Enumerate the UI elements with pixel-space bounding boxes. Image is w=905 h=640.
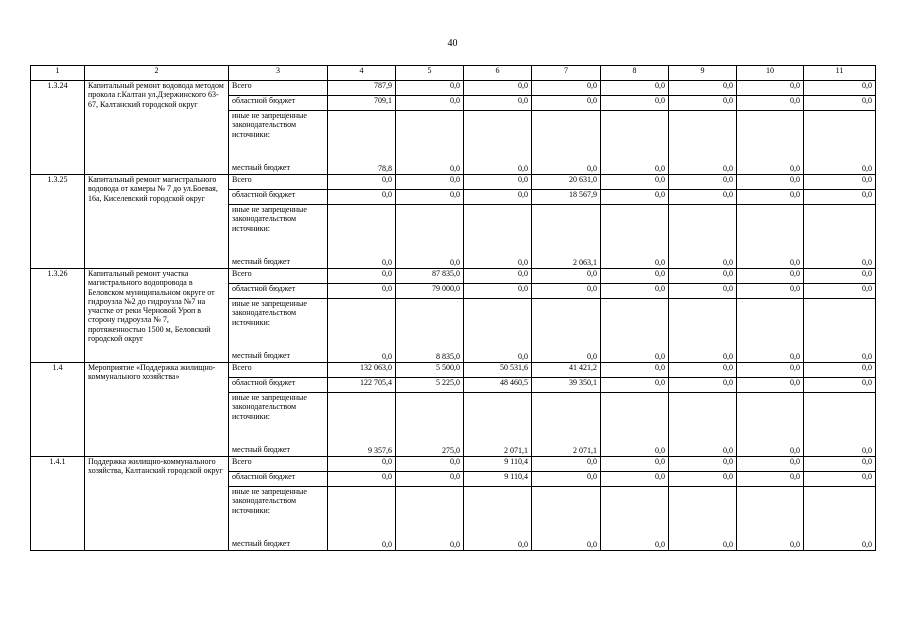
funding-source-label: иные не запрещенные законодательством источники: bbox=[232, 205, 307, 233]
value-cell: 0,0 bbox=[328, 269, 396, 284]
value-cell: 0,0 bbox=[737, 472, 804, 487]
table-row bbox=[31, 269, 876, 284]
value-cell: 0,0 bbox=[464, 269, 532, 284]
value-cell: 0,0 bbox=[532, 96, 601, 111]
value-cell: 0,0 bbox=[669, 393, 737, 457]
value-cell: 0,0 bbox=[737, 457, 804, 472]
value-cell: 0,0 bbox=[669, 299, 737, 363]
value-cell: 122 705,4 bbox=[328, 378, 396, 393]
funding-source: областной бюджет bbox=[229, 96, 328, 111]
funding-source-label: иные не запрещенные законодательством источники: bbox=[232, 299, 307, 327]
value-cell: 0,0 bbox=[601, 487, 669, 551]
value-cell: 0,0 bbox=[669, 472, 737, 487]
value-cell: 0,0 bbox=[669, 96, 737, 111]
value-cell: 787,9 bbox=[328, 81, 396, 96]
value-cell: 0,0 bbox=[737, 284, 804, 299]
value-cell: 18 567,9 bbox=[532, 190, 601, 205]
value-cell: 0,0 bbox=[804, 472, 876, 487]
value-cell: 0,0 bbox=[737, 269, 804, 284]
funding-source: Всего bbox=[229, 457, 328, 472]
item-code: 1.4 bbox=[31, 363, 85, 457]
page-number: 40 bbox=[447, 38, 458, 49]
value-cell: 0,0 bbox=[328, 457, 396, 472]
value-cell: 0,0 bbox=[669, 81, 737, 96]
value-cell: 0,0 bbox=[396, 457, 464, 472]
value-cell: 709,1 bbox=[328, 96, 396, 111]
value-cell: 0,0 bbox=[669, 205, 737, 269]
value-cell: 0,0 bbox=[601, 205, 669, 269]
header-cell: 1 bbox=[31, 66, 85, 81]
header-cell: 11 bbox=[804, 66, 876, 81]
value-cell: 0,0 bbox=[601, 190, 669, 205]
header-row bbox=[31, 66, 876, 81]
funding-source: Всего bbox=[229, 269, 328, 284]
funding-source-label: иные не запрещенные законодательством источники: bbox=[232, 393, 307, 421]
value-cell: 0,0 bbox=[737, 205, 804, 269]
value-cell: 0,0 bbox=[601, 378, 669, 393]
value-cell: 0,0 bbox=[328, 205, 396, 269]
value-cell: 87 835,0 bbox=[396, 269, 464, 284]
value-cell: 0,0 bbox=[737, 190, 804, 205]
value-cell: 0,0 bbox=[669, 378, 737, 393]
funding-source: Всего bbox=[229, 81, 328, 96]
value-cell: 0,0 bbox=[396, 487, 464, 551]
header-cell: 5 bbox=[396, 66, 464, 81]
value-cell: 0,0 bbox=[328, 175, 396, 190]
value-cell: 0,0 bbox=[737, 96, 804, 111]
funding-source bbox=[229, 299, 328, 363]
header-cell: 4 bbox=[328, 66, 396, 81]
budget-table bbox=[30, 65, 876, 551]
value-cell: 0,0 bbox=[601, 393, 669, 457]
value-cell: 0,0 bbox=[396, 81, 464, 96]
value-cell: 0,0 bbox=[464, 299, 532, 363]
value-cell: 79 000,0 bbox=[396, 284, 464, 299]
item-code: 1.4.1 bbox=[31, 457, 85, 551]
value-cell: 0,0 bbox=[601, 299, 669, 363]
funding-source: областной бюджет bbox=[229, 284, 328, 299]
value-cell: 0,0 bbox=[464, 205, 532, 269]
value-cell: 0,0 bbox=[804, 205, 876, 269]
value-cell: 0,0 bbox=[601, 457, 669, 472]
item-code: 1.3.26 bbox=[31, 269, 85, 363]
value-cell: 0,0 bbox=[328, 472, 396, 487]
value-cell: 0,0 bbox=[669, 190, 737, 205]
value-cell: 0,0 bbox=[804, 363, 876, 378]
funding-source bbox=[229, 393, 328, 457]
value-cell: 0,0 bbox=[396, 175, 464, 190]
value-cell: 0,0 bbox=[601, 284, 669, 299]
value-cell: 0,0 bbox=[737, 299, 804, 363]
table-row bbox=[31, 175, 876, 190]
funding-source-sublabel: местный бюджет bbox=[232, 162, 290, 172]
value-cell: 0,0 bbox=[804, 190, 876, 205]
value-cell: 0,0 bbox=[804, 299, 876, 363]
header-cell: 6 bbox=[464, 66, 532, 81]
value-cell: 0,0 bbox=[396, 205, 464, 269]
item-code: 1.3.25 bbox=[31, 175, 85, 269]
value-cell: 0,0 bbox=[464, 111, 532, 175]
value-cell: 0,0 bbox=[396, 472, 464, 487]
value-cell: 0,0 bbox=[532, 81, 601, 96]
value-cell: 0,0 bbox=[737, 81, 804, 96]
table-row bbox=[31, 457, 876, 472]
header-cell: 9 bbox=[669, 66, 737, 81]
value-cell: 0,0 bbox=[737, 175, 804, 190]
funding-source-sublabel: местный бюджет bbox=[232, 538, 290, 548]
value-cell: 0,0 bbox=[328, 190, 396, 205]
table-body bbox=[31, 81, 876, 551]
funding-source-label: иные не запрещенные законодательством источники: bbox=[232, 111, 307, 139]
item-name: Капитальный ремонт водовода методом прокола г.Калтан ул.Дзержинского 63-67, Калтанский городской округ bbox=[85, 81, 229, 175]
value-cell: 0,0 bbox=[804, 378, 876, 393]
value-cell: 0,0 bbox=[669, 487, 737, 551]
value-cell: 0,0 bbox=[464, 96, 532, 111]
value-cell: 0,0 bbox=[737, 487, 804, 551]
header-cell: 8 bbox=[601, 66, 669, 81]
header-cell: 2 bbox=[85, 66, 229, 81]
value-cell: 0,0 bbox=[464, 487, 532, 551]
value-cell: 0,0 bbox=[601, 472, 669, 487]
value-cell: 0,0 bbox=[464, 284, 532, 299]
value-cell: 0,0 bbox=[601, 111, 669, 175]
funding-source bbox=[229, 487, 328, 551]
value-cell: 132 063,0 bbox=[328, 363, 396, 378]
funding-source: Всего bbox=[229, 363, 328, 378]
value-cell: 0,0 bbox=[737, 111, 804, 175]
value-cell: 0,0 bbox=[804, 269, 876, 284]
value-cell: 275,0 bbox=[396, 393, 464, 457]
value-cell: 20 631,0 bbox=[532, 175, 601, 190]
funding-source-sublabel: местный бюджет bbox=[232, 256, 290, 266]
value-cell: 0,0 bbox=[532, 457, 601, 472]
value-cell: 5 225,0 bbox=[396, 378, 464, 393]
value-cell: 0,0 bbox=[532, 284, 601, 299]
funding-source: областной бюджет bbox=[229, 472, 328, 487]
item-name: Капитальный ремонт участка магистрального водопровода в Беловском муниципальном округе от гидроузла №2 до гидроузла №7 на участке от реки Черновой Уроп в сторону гидроузла № 7, протяженностью 1500 м, Беловский городской округ bbox=[85, 269, 229, 363]
value-cell: 0,0 bbox=[328, 299, 396, 363]
table-row bbox=[31, 363, 876, 378]
value-cell: 0,0 bbox=[669, 269, 737, 284]
value-cell: 78,8 bbox=[328, 111, 396, 175]
header-cell: 3 bbox=[229, 66, 328, 81]
funding-source-label: иные не запрещенные законодательством источники: bbox=[232, 487, 307, 515]
funding-source bbox=[229, 205, 328, 269]
value-cell: 2 063,1 bbox=[532, 205, 601, 269]
value-cell: 0,0 bbox=[804, 457, 876, 472]
item-name: Поддержка жилищно-коммунального хозяйства, Калтанский городской округ bbox=[85, 457, 229, 551]
value-cell: 0,0 bbox=[532, 299, 601, 363]
value-cell: 0,0 bbox=[532, 472, 601, 487]
header-cell: 7 bbox=[532, 66, 601, 81]
value-cell: 0,0 bbox=[804, 487, 876, 551]
value-cell: 0,0 bbox=[396, 190, 464, 205]
value-cell: 41 421,2 bbox=[532, 363, 601, 378]
value-cell: 0,0 bbox=[601, 81, 669, 96]
value-cell: 0,0 bbox=[396, 96, 464, 111]
value-cell: 0,0 bbox=[601, 363, 669, 378]
value-cell: 0,0 bbox=[804, 81, 876, 96]
value-cell: 0,0 bbox=[328, 284, 396, 299]
value-cell: 0,0 bbox=[669, 111, 737, 175]
value-cell: 0,0 bbox=[464, 190, 532, 205]
value-cell: 0,0 bbox=[328, 487, 396, 551]
funding-source-sublabel: местный бюджет bbox=[232, 350, 290, 360]
value-cell: 9 357,6 bbox=[328, 393, 396, 457]
value-cell: 0,0 bbox=[804, 284, 876, 299]
table-row bbox=[31, 81, 876, 96]
value-cell: 0,0 bbox=[737, 393, 804, 457]
value-cell: 0,0 bbox=[601, 96, 669, 111]
value-cell: 0,0 bbox=[464, 175, 532, 190]
value-cell: 0,0 bbox=[396, 111, 464, 175]
value-cell: 2 071,1 bbox=[532, 393, 601, 457]
value-cell: 2 071,1 bbox=[464, 393, 532, 457]
value-cell: 0,0 bbox=[804, 393, 876, 457]
value-cell: 0,0 bbox=[669, 284, 737, 299]
funding-source: областной бюджет bbox=[229, 190, 328, 205]
value-cell: 0,0 bbox=[669, 457, 737, 472]
funding-source bbox=[229, 111, 328, 175]
value-cell: 39 350,1 bbox=[532, 378, 601, 393]
value-cell: 0,0 bbox=[464, 81, 532, 96]
item-name: Мероприятие «Поддержка жилищно-коммунального хозяйства» bbox=[85, 363, 229, 457]
value-cell: 48 460,5 bbox=[464, 378, 532, 393]
value-cell: 9 110,4 bbox=[464, 457, 532, 472]
value-cell: 50 531,6 bbox=[464, 363, 532, 378]
value-cell: 8 835,0 bbox=[396, 299, 464, 363]
value-cell: 0,0 bbox=[804, 111, 876, 175]
item-code: 1.3.24 bbox=[31, 81, 85, 175]
value-cell: 0,0 bbox=[601, 175, 669, 190]
value-cell: 0,0 bbox=[669, 175, 737, 190]
value-cell: 0,0 bbox=[737, 378, 804, 393]
value-cell: 0,0 bbox=[669, 363, 737, 378]
value-cell: 0,0 bbox=[532, 269, 601, 284]
funding-source: областной бюджет bbox=[229, 378, 328, 393]
value-cell: 0,0 bbox=[532, 111, 601, 175]
funding-source: Всего bbox=[229, 175, 328, 190]
value-cell: 0,0 bbox=[737, 363, 804, 378]
value-cell: 9 110,4 bbox=[464, 472, 532, 487]
item-name: Капитальный ремонт магистрального водовода от камеры № 7 до ул.Боевая, 16а, Киселевский городской округ bbox=[85, 175, 229, 269]
header-cell: 10 bbox=[737, 66, 804, 81]
value-cell: 0,0 bbox=[601, 269, 669, 284]
value-cell: 0,0 bbox=[804, 175, 876, 190]
value-cell: 0,0 bbox=[532, 487, 601, 551]
value-cell: 5 500,0 bbox=[396, 363, 464, 378]
funding-source-sublabel: местный бюджет bbox=[232, 444, 290, 454]
value-cell: 0,0 bbox=[804, 96, 876, 111]
